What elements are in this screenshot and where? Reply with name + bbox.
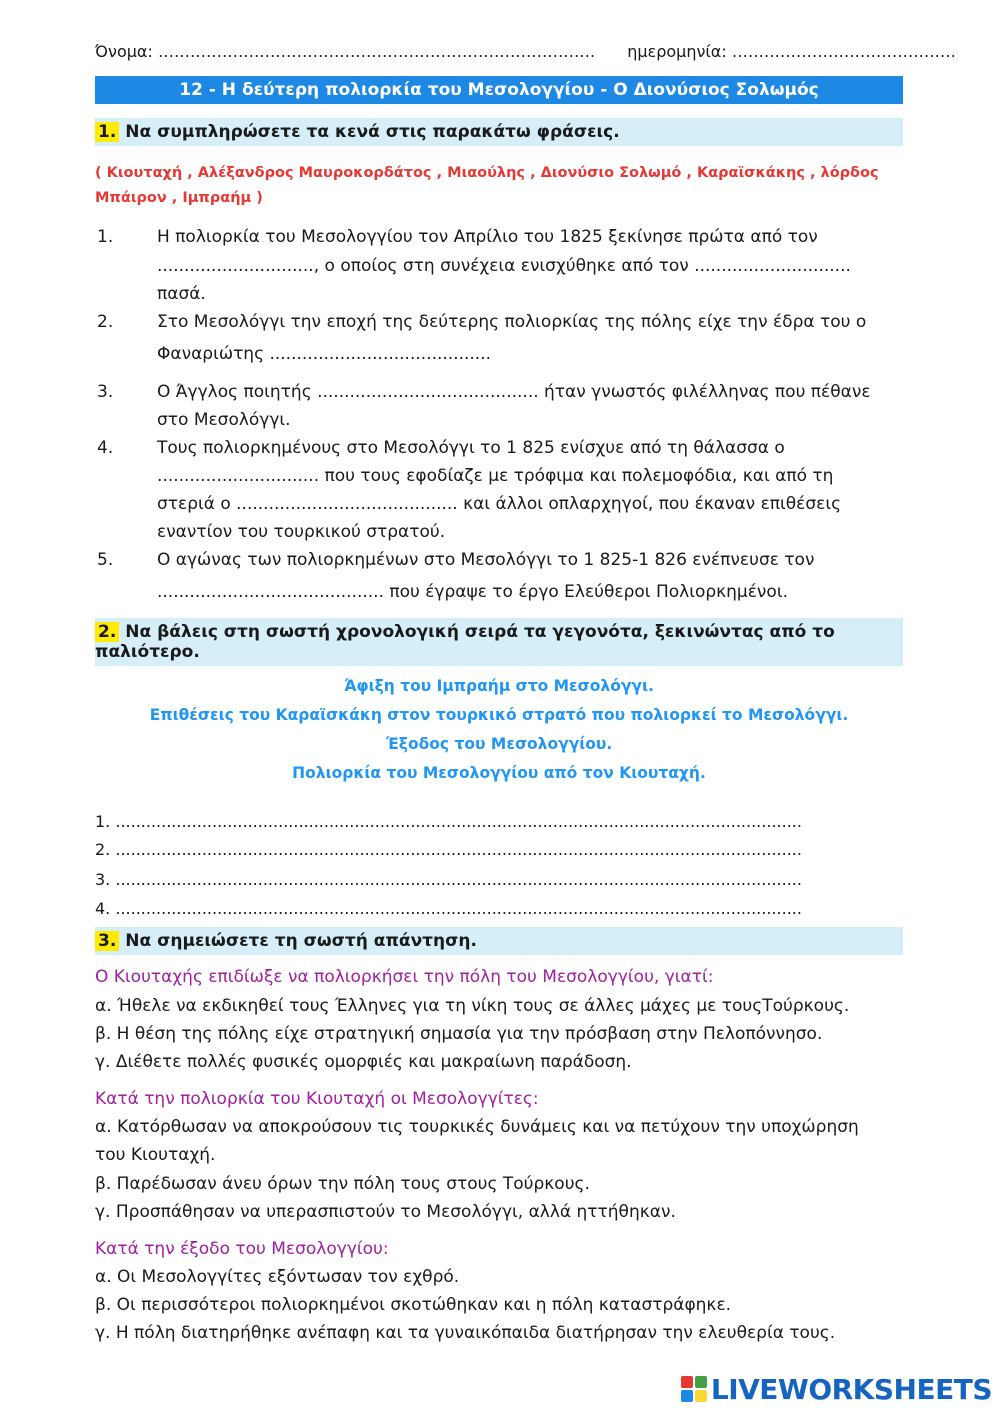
answer-option[interactable]: α. Οι Μεσολογγίτες εξόντωσαν τον εχθρό. xyxy=(95,1267,460,1287)
header-row xyxy=(95,42,956,61)
section-1-heading xyxy=(95,118,903,146)
order-answer-line[interactable]: 1. ....................................................................................................................................... xyxy=(95,812,802,831)
section-heading-text: Να συμπληρώσετε τα κενά στις παρακάτω φράσεις. xyxy=(125,122,620,142)
question-prompt: Ο Κιουταχής επιδίωξε να πολιορκήσει την πόλη του Μεσολογγίου, γιατί: xyxy=(95,967,714,987)
item-number: 4. xyxy=(97,438,114,458)
item-line: Ο αγώνας των πολιορκημένων στο Μεσολόγγι το 1 825-1 826 ενέπνευσε τον xyxy=(157,550,815,570)
answer-option[interactable]: α. Κατόρθωσαν να αποκρούσουν τις τουρκικές δυνάμεις και να πετύχουν την υποχώρηση xyxy=(95,1117,859,1137)
liveworksheets-icon xyxy=(681,1376,707,1402)
event-item[interactable]: Πολιορκία του Μεσολογγίου από τον Κιουταχή. xyxy=(292,764,706,782)
event-item[interactable]: Άφιξη του Ιμπραήμ στο Μεσολόγγι. xyxy=(344,677,654,695)
item-line: εναντίον του τουρκικού στρατού. xyxy=(157,522,446,542)
answer-option[interactable]: β. Παρέδωσαν άνευ όρων την πόλη τους στους Τούρκους. xyxy=(95,1174,590,1194)
name-field[interactable]: ………………………………………………………………………. xyxy=(157,42,596,61)
order-answer-line[interactable]: 2. ....................................................................................................................................... xyxy=(95,840,802,859)
section-number: 3. xyxy=(95,931,119,951)
item-number: 3. xyxy=(97,382,114,402)
item-line: Η πολιορκία του Μεσολογγίου τον Απρίλιο του 1825 ξεκίνησε πρώτα από τον xyxy=(157,227,818,247)
item-number: 1. xyxy=(97,227,114,247)
event-item[interactable]: Επιθέσεις του Καραϊσκάκη στον τουρκικό στρατό που πολιορκεί το Μεσολόγγι. xyxy=(149,706,849,724)
date-field[interactable]: …………………………………… xyxy=(731,42,956,61)
section-number: 2. xyxy=(95,622,119,642)
answer-option[interactable]: γ. Προσπάθησαν να υπερασπιστούν το Μεσολόγγι, αλλά ηττήθηκαν. xyxy=(95,1202,676,1222)
question-prompt: Κατά την έξοδο του Μεσολογγίου: xyxy=(95,1239,389,1259)
order-answer-line[interactable]: 4. ....................................................................................................................................... xyxy=(95,899,802,918)
answer-option[interactable]: β. Οι περισσότεροι πολιορκημένοι σκοτώθηκαν και η πόλη καταστράφηκε. xyxy=(95,1295,732,1315)
item-line[interactable]: Φαναριώτης ......................................... xyxy=(157,344,492,364)
question-prompt: Κατά την πολιορκία του Κιουταχή οι Μεσολογγίτες: xyxy=(95,1089,539,1109)
item-line: στο Μεσολόγγι. xyxy=(157,410,291,430)
item-line: Τους πολιορκημένους στο Μεσολόγγι το 1 825 ενίσχυε από τη θάλασσα ο xyxy=(157,438,785,458)
item-line[interactable]: στεριά ο ......................................... και άλλοι οπλαρχηγοί, που έκαναν επιθέσεις xyxy=(157,494,842,514)
item-line: πασά. xyxy=(157,284,206,304)
item-line[interactable]: ............................., ο οποίος στη συνέχεια ενισχύθηκε από τον ............................. xyxy=(157,256,851,276)
item-line: Στο Μεσολόγγι την εποχή της δεύτερης πολιορκίας της πόλης είχε την έδρα του ο xyxy=(157,312,867,332)
worksheet-title: 12 - Η δεύτερη πολιορκία του Μεσολογγίου - Ο Διονύσιος Σολωμός xyxy=(95,76,903,104)
item-number: 2. xyxy=(97,312,114,332)
item-line[interactable]: Ο Άγγλος ποιητής ......................................... ήταν γνωστός φιλέλληνας που πέθανε xyxy=(157,382,871,402)
answer-option[interactable]: γ. Διέθετε πολλές φυσικές ομορφιές και μακραίωνη παράδοση. xyxy=(95,1052,632,1072)
item-line[interactable]: .......................................... που έγραψε το έργο Ελεύθεροι Πολιορκημένοι. xyxy=(157,582,788,602)
section-number: 1. xyxy=(95,122,119,142)
section-2-heading xyxy=(95,618,903,666)
word-bank-line: ( Κιουταχή , Αλέξανδρος Μαυροκορδάτος , Μιαούλης , Διονύσιο Σολωμό , Καραϊσκάκης , λόρδος xyxy=(95,165,879,181)
answer-option[interactable]: γ. Η πόλη διατηρήθηκε ανέπαφη και τα γυναικόπαιδα διατήρησαν την ελευθερία τους. xyxy=(95,1323,836,1343)
liveworksheets-logo[interactable] xyxy=(681,1371,992,1407)
name-label: Όνομα: xyxy=(95,42,153,61)
answer-option[interactable]: β. Η θέση της πόλης είχε στρατηγική σημασία για την πρόσβαση στην Πελοπόννησο. xyxy=(95,1024,823,1044)
date-label: ημερομηνία: xyxy=(627,42,727,61)
item-line[interactable]: .............................. που τους εφοδίαζε με τρόφιμα και πολεμοφόδια, και από τη xyxy=(157,466,834,486)
section-heading-text: Να βάλεις στη σωστή χρονολογική σειρά τα γεγονότα, ξεκινώντας από το xyxy=(125,622,835,642)
answer-option[interactable]: α. Ήθελε να εκδικηθεί τους Έλληνες για τη νίκη τους σε άλλες μάχες με τουςΤούρκους. xyxy=(95,996,850,1016)
section-3-heading xyxy=(95,927,903,955)
event-item[interactable]: Έξοδος του Μεσολογγίου. xyxy=(385,735,613,753)
order-answer-line[interactable]: 3. ....................................................................................................................................... xyxy=(95,870,802,889)
item-number: 5. xyxy=(97,550,114,570)
section-heading-text: Να σημειώσετε τη σωστή απάντηση. xyxy=(125,931,477,951)
section-heading-text: παλιότερο. xyxy=(95,642,200,662)
word-bank-line: Μπάιρον , Ιμπραήμ ) xyxy=(95,190,263,206)
answer-option[interactable]: του Κιουταχή. xyxy=(95,1145,216,1165)
brand-text: LIVEWORKSHEETS xyxy=(710,1372,992,1406)
